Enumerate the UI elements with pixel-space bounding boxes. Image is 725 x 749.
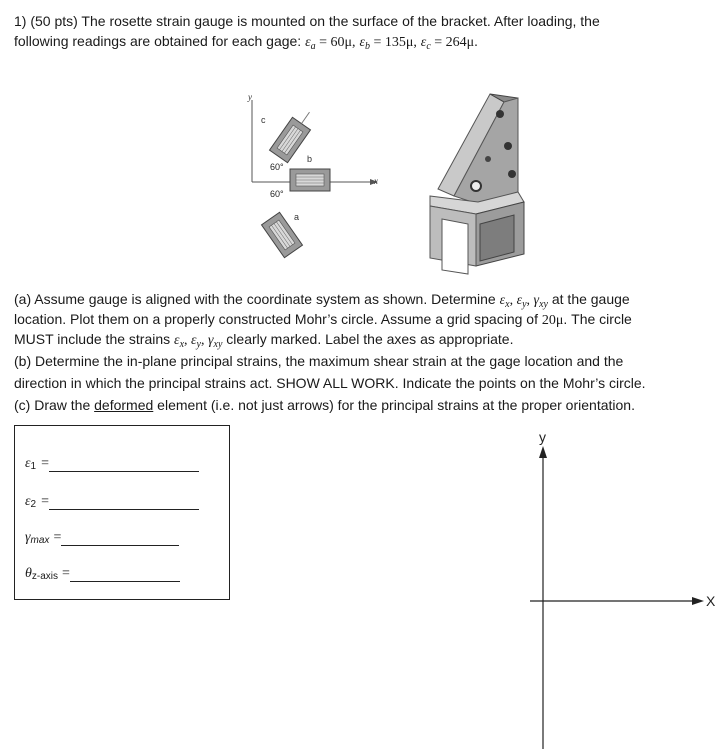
part-b-line-1: (b) Determine the in-plane principal strains, the maximum shear strain at the gage location and the — [14, 353, 624, 369]
angle-label-top: 60° — [270, 162, 284, 172]
e1-answer-line[interactable] — [49, 457, 199, 472]
part-a-line-1: (a) Assume gauge is aligned with the coordinate system as shown. Determine $\varepsilon_x$, $\varepsilon_y$, $\gamma_{xy}$ at the gauge — [14, 291, 630, 310]
reading-c: $\varepsilon_c = 264\mu$. — [420, 35, 478, 52]
answer-e1: ε 1 = — [25, 456, 199, 472]
mohr-axes — [520, 428, 720, 749]
mohr-y-label: y — [539, 429, 546, 445]
e2-answer-line[interactable] — [49, 495, 199, 510]
mohr-x-label: X — [706, 593, 716, 609]
answer-e2: ε 2 = — [25, 494, 199, 510]
gauge-c-label: c — [261, 115, 266, 125]
rosette-gauge-figure — [230, 90, 410, 270]
answer-gamma-max: γ max = — [25, 530, 179, 546]
part-a-line-3: MUST include the strains $\varepsilon_x$, $\varepsilon_y$, $\gamma_{xy}$ clearly marked. Label the axes as appropriate. — [14, 331, 514, 350]
reading-b: $\varepsilon_b = 135\mu$, — [359, 35, 417, 52]
part-b-line-2: direction in which the principal strains act. SHOW ALL WORK. Indicate the points on the Mohr’s circle. — [14, 375, 646, 391]
gauge-b — [290, 169, 330, 191]
problem-line-2 — [14, 32, 478, 56]
problem-readings-intro: following readings are obtained for each gage: — [14, 33, 306, 49]
problem-line-1 — [14, 12, 600, 31]
rosette-x-label: x — [374, 176, 378, 186]
gauge-a-label: a — [294, 212, 300, 222]
mohr-y-arrow — [539, 446, 547, 458]
theta-answer-line[interactable] — [70, 567, 180, 582]
angle-label-bottom: 60° — [270, 189, 284, 199]
mohr-x-arrow — [692, 597, 704, 605]
part-a-line-2: location. Plot them on a properly constructed Mohr’s circle. Assume a grid spacing of 20μ. The circle — [14, 311, 632, 328]
grid-spacing: 20μ — [541, 313, 564, 328]
deformed-underlined: deformed — [94, 397, 154, 413]
problem-intro: 1) (50 pts) The rosette strain gauge is mounted on the surface of the bracket. After loading, the — [14, 13, 600, 29]
strain-list-2: $\varepsilon_x$, $\varepsilon_y$, $\gamma_{xy}$ — [174, 333, 223, 350]
gamma-max-answer-line[interactable] — [61, 531, 179, 546]
reading-a: $\varepsilon_a = 60\mu$, — [305, 35, 356, 52]
rosette-y-label: y — [248, 92, 252, 102]
strain-list-1: $\varepsilon_x$, $\varepsilon_y$, $\gamma_{xy}$ — [499, 293, 548, 310]
part-c-line: (c) Draw the deformed element (i.e. not just arrows) for the principal strains at the proper orientation. — [14, 397, 635, 413]
bracket-illustration — [418, 84, 538, 279]
gauge-b-label: b — [307, 154, 313, 164]
answer-theta: θ z-axis = — [25, 566, 180, 582]
answer-box — [14, 425, 230, 600]
